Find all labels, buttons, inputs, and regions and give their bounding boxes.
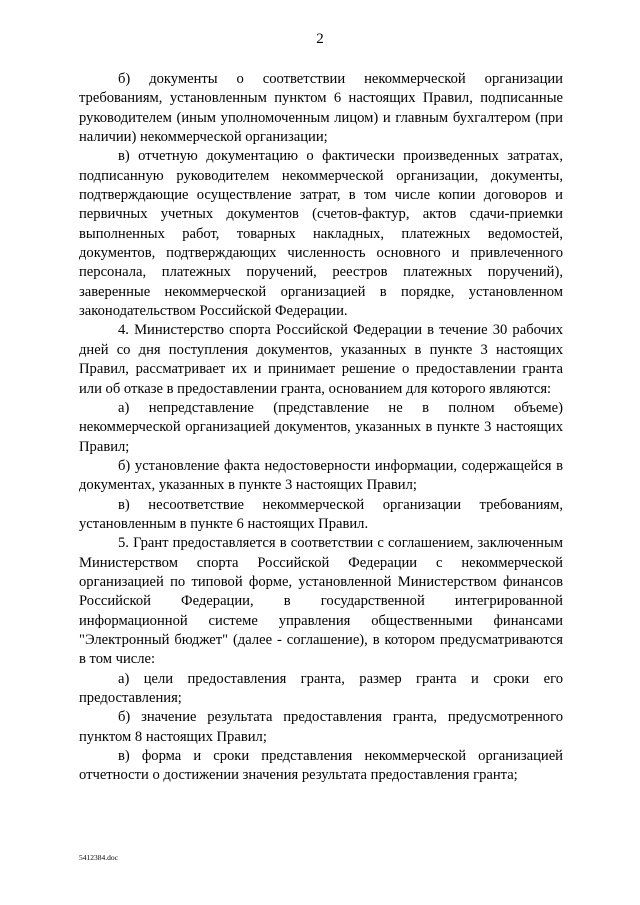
document-body	[79, 70, 563, 786]
paragraph-4-decision: 4. Министерство спорта Российской Федерации в течение 30 рабочих дней со дня поступления документов, указанных в пункте 3 настоящих Правил, рассматривает их и принимает решение о предоставлении гранта или об отказе в предоставлении гранта, основанием для которого являются:	[79, 322, 563, 397]
paragraph-4a: а) непредставление (представление не в полном объеме) некоммерческой организацией документов, указанных в пункте 3 настоящих Правил;	[79, 399, 563, 455]
paragraph-5a: а) цели предоставления гранта, размер гранта и сроки его предоставления;	[79, 670, 563, 706]
footer-filename: 5412384.doc	[79, 853, 118, 862]
paragraph-4v: в) несоответствие некоммерческой организации требованиям, установленным в пункте 6 настоящих Правил.	[79, 496, 563, 532]
paragraph-5b: б) значение результата предоставления гранта, предусмотренного пунктом 8 настоящих Правил;	[79, 709, 563, 745]
page-number: 2	[316, 31, 324, 47]
paragraph-4b: б) установление факта недостоверности информации, содержащейся в документах, указанных в пункте 3 настоящих Правил;	[79, 457, 563, 494]
paragraph-b-documents: б) документы о соответствии некоммерческой организации требованиям, установленным пунктом 6 настоящих Правил, подписанные руководителем (иным уполномоченным лицом) и главным бухгалтером (при наличии) некоммерческой организации;	[79, 71, 563, 146]
paragraph-v-reporting: в) отчетную документацию о фактически произведенных затратах, подписанную руководителем некоммерческой организации, документы, подтверждающие осуществление затрат, в том числе копии договоров и первичных учетных документов (счетов-фактур, актов сдачи-приемки выполненных работ, товарных накладных, платежных ведомостей, документов, подтверждающих численность основного и привлеченного персонала, платежных поручений, реестров платежных поручений), заверенные некоммерческой организацией в порядке, установленном законодательством Российской Федерации.	[79, 148, 563, 320]
paragraph-5-grant: 5. Грант предоставляется в соответствии с соглашением, заключенным Министерством спорта Российской Федерации с некоммерческой организацией по типовой форме, установленной Министерством финансов Российской Федерации, в государственной интегрированной информационной системе управления общественными финансами "Электронный бюджет" (далее - соглашение), в котором предусматриваются в том числе:	[79, 535, 563, 668]
paragraph-5v: в) форма и сроки представления некоммерческой организацией отчетности о достижении значения результата предоставления гранта;	[79, 748, 563, 784]
